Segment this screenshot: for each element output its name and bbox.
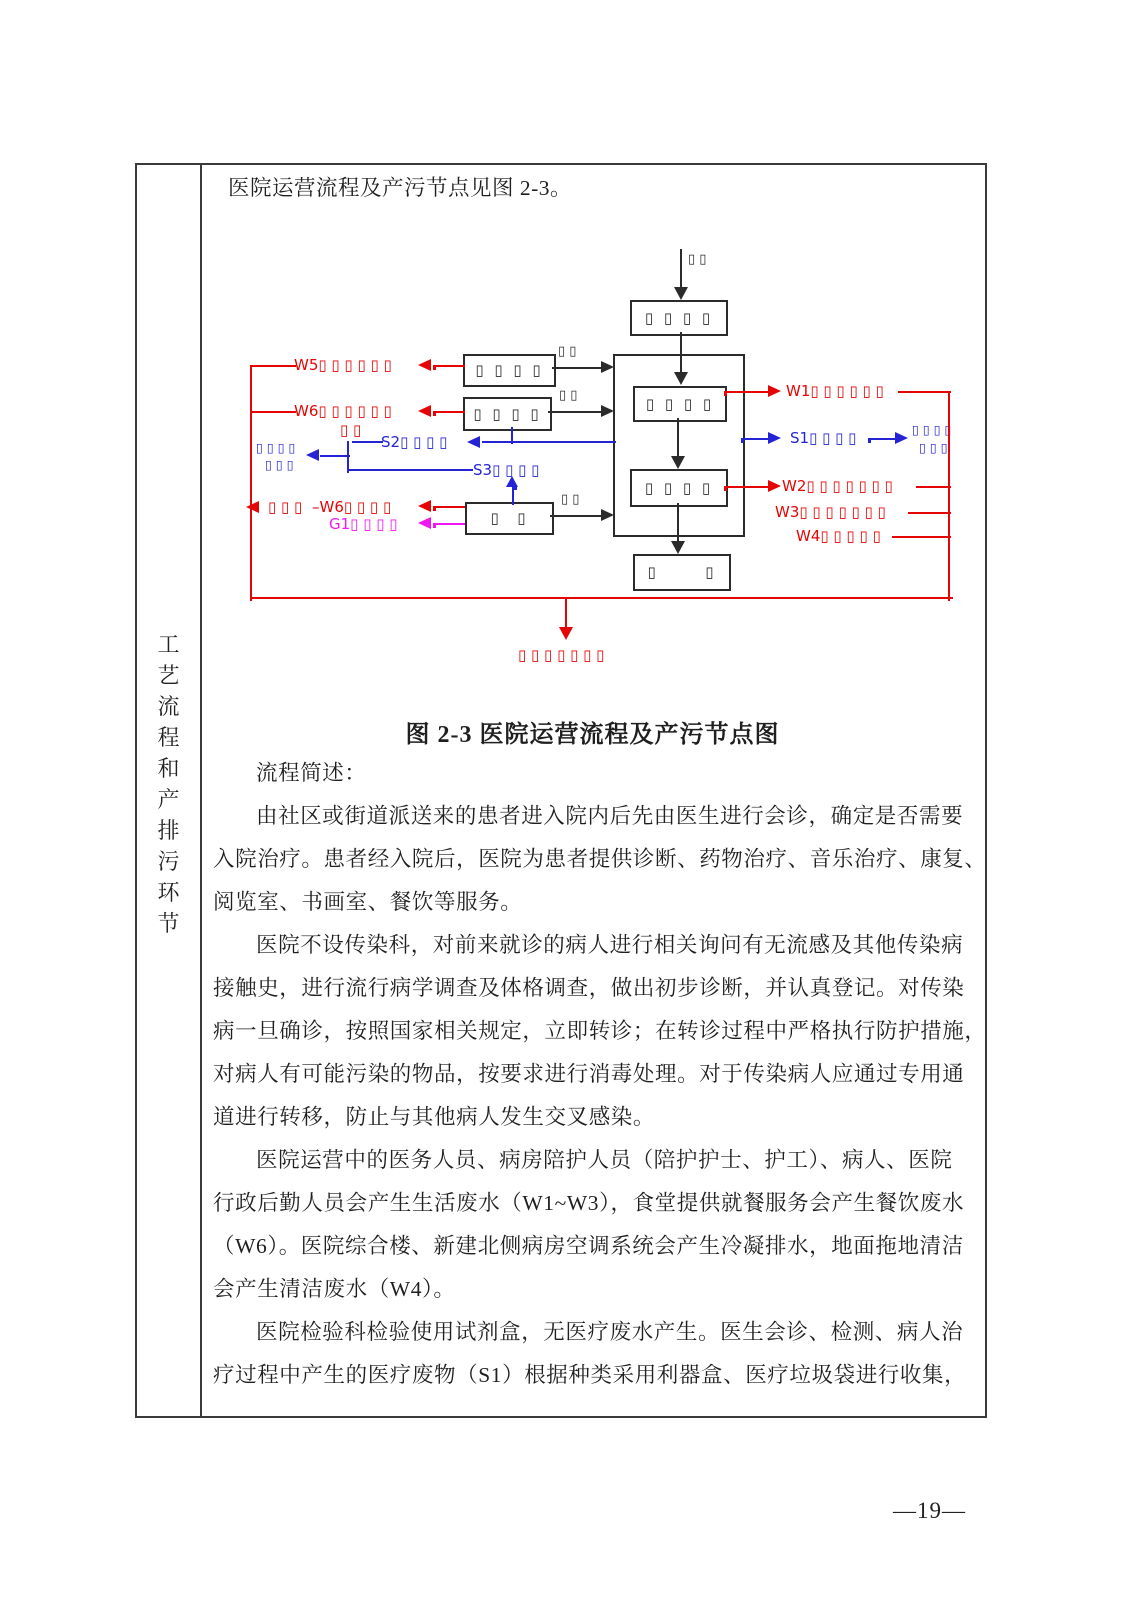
dashed-line — [482, 441, 616, 443]
label-w6: W6▯ ▯ ▯ ▯ ▯ ▯ — [294, 402, 392, 420]
dotted-line — [724, 486, 771, 488]
down-arrow-icon — [674, 287, 688, 300]
box-label: ▯ ▯ ▯ ▯ — [644, 308, 714, 327]
left-arrow-icon — [467, 436, 480, 448]
dotted-line — [512, 487, 514, 505]
right-arrow-icon — [601, 361, 614, 373]
label-w6-line2: ▯ ▯ — [340, 421, 362, 439]
flow-box-main-lower — [630, 469, 728, 507]
dashed-line — [250, 366, 252, 601]
box-label: ▯ ▯ — [647, 563, 717, 581]
flow-box-w6-source — [463, 397, 552, 431]
left-arrow-icon — [418, 405, 431, 417]
label-w1: W1▯ ▯ ▯ ▯ ▯ ▯ — [786, 382, 884, 400]
down-arrow-icon — [674, 372, 688, 385]
body-line: 会产生清洁废水（W4）。 — [213, 1277, 456, 1301]
dotted-line — [433, 506, 465, 508]
down-arrow-icon — [671, 456, 685, 469]
flow-box-g1-source — [465, 502, 554, 535]
left-arrow-icon — [306, 449, 319, 461]
dashed-line — [948, 392, 950, 601]
label-s-dest-line1: ▯ ▯ ▯ ▯ — [256, 440, 296, 455]
row-header-label: 工艺流程和产排污环节 — [157, 632, 180, 936]
dashed-line — [352, 441, 383, 443]
dashed-line — [250, 597, 953, 599]
body-line: 接触史，进行流行病学调查及体格调查，做出初步诊断，并认真登记。对传染 — [213, 976, 965, 1000]
dashed-line — [892, 536, 951, 538]
box-label: ▯ ▯ — [490, 509, 529, 527]
label-treatment: ▯ ▯ ▯ ▯ ▯ ▯ ▯ — [518, 646, 605, 664]
right-arrow-icon — [895, 432, 908, 444]
right-arrow-icon — [768, 480, 781, 492]
label-w5: W5▯ ▯ ▯ ▯ ▯ ▯ — [294, 356, 392, 374]
label-w4: W4▯ ▯ ▯ ▯ ▯ — [796, 527, 881, 545]
dotted-line — [433, 411, 465, 413]
body-line: （W6）。医院综合楼、新建北侧病房空调系统会产生冷凝排水，地面拖地清洁 — [213, 1234, 964, 1258]
flow-line — [680, 249, 682, 287]
edge-label-entry: ▯ ▯ — [688, 252, 707, 267]
body-line: 阅览室、书画室、餐饮等服务。 — [213, 890, 523, 914]
edge-label-w5: ▯ ▯ — [558, 344, 577, 359]
dotted-line — [433, 365, 465, 367]
body-text — [213, 752, 987, 1397]
flow-box-w5-source — [463, 354, 556, 387]
body-line: 流程简述： — [256, 761, 367, 785]
dashed-line — [565, 599, 567, 630]
dashed-line — [898, 391, 951, 393]
flow-box-admission — [630, 300, 728, 336]
label-w2: W2▯ ▯ ▯ ▯ ▯ ▯ ▯ — [782, 477, 893, 495]
left-arrow-icon — [246, 501, 259, 513]
right-arrow-icon — [601, 405, 614, 417]
flow-line — [677, 418, 679, 456]
body-line: 道进行转移，防止与其他病人发生交叉感染。 — [213, 1105, 656, 1129]
label-out: ▯ ▯ ▯ — [268, 498, 303, 516]
box-label: ▯ ▯ ▯ ▯ — [644, 478, 714, 497]
dotted-line — [868, 438, 898, 440]
page-number: —19— — [893, 1498, 966, 1523]
body-line: 医院运营中的医务人员、病房陪护人员（陪护护士、护工）、病人、医院 — [256, 1148, 953, 1172]
dashed-line — [250, 365, 296, 367]
left-arrow-icon — [418, 359, 431, 371]
left-arrow-icon — [418, 517, 431, 529]
label-s-dest-line2: ▯ ▯ ▯ — [265, 457, 294, 472]
up-arrow-icon — [506, 476, 518, 487]
label-w3: W3▯ ▯ ▯ ▯ ▯ ▯ ▯ — [775, 503, 886, 521]
body-line: 行政后勤人员会产生生活废水（W1~W3），食堂提供就餐服务会产生餐饮废水 — [213, 1191, 965, 1215]
dashed-line — [250, 411, 296, 413]
table-column-divider — [200, 165, 202, 1416]
label-s1-dest-line1: ▯ ▯ ▯ ▯ — [912, 422, 952, 437]
dashed-line — [916, 486, 951, 488]
flow-line — [680, 332, 682, 372]
left-arrow-icon — [418, 500, 431, 512]
down-arrow-icon — [671, 541, 685, 554]
label-s1: S1▯ ▯ ▯ ▯ — [790, 429, 857, 447]
body-line: 疗过程中产生的医疗废物（S1）根据种类采用利器盒、医疗垃圾袋进行收集， — [213, 1363, 967, 1387]
dashed-line — [908, 512, 951, 514]
right-arrow-icon — [768, 432, 781, 444]
body-line: 医院检验科检验使用试剂盒，无医疗废水产生。医生会诊、检测、病人治 — [256, 1320, 964, 1344]
flow-box-discharge — [633, 554, 731, 591]
flow-box-main-upper — [633, 386, 727, 422]
dashed-line — [320, 455, 350, 457]
label-s2: S2▯ ▯ ▯ ▯ — [381, 433, 448, 451]
down-arrow-icon — [559, 627, 573, 640]
body-line: 医院不设传染科，对前来就诊的病人进行相关询问有无流感及其他传染病 — [256, 933, 964, 957]
intro-line: 医院运营流程及产污节点见图 2-3。 — [228, 176, 573, 200]
flow-line — [550, 515, 601, 517]
body-line: 由社区或街道派送来的患者进入院内后先由医生进行会诊，确定是否需要 — [256, 804, 964, 828]
flow-line — [552, 367, 601, 369]
flowchart-figure — [240, 245, 970, 673]
row-header-cell — [137, 629, 200, 939]
body-line: 入院治疗。患者经入院后，医院为患者提供诊断、药物治疗、音乐治疗、康复、 — [213, 847, 987, 871]
dotted-line — [724, 391, 771, 393]
box-label: ▯ ▯ ▯ ▯ — [475, 361, 544, 379]
edge-label-w6: ▯ ▯ — [559, 388, 578, 403]
body-line: 病一旦确诊，按照国家相关规定，立即转诊；在转诊过程中严格执行防护措施， — [213, 1019, 987, 1043]
flow-line — [548, 411, 601, 413]
right-arrow-icon — [768, 385, 781, 397]
flow-line — [677, 503, 679, 541]
figure-caption: 图 2-3 医院运营流程及产污节点图 — [405, 722, 780, 748]
label-w6-out: –W6▯ ▯ ▯ ▯ — [312, 498, 392, 516]
right-arrow-icon — [601, 509, 614, 521]
label-s1-dest-line2: ▯ ▯ ▯ — [919, 440, 948, 455]
label-g1: G1▯ ▯ ▯ ▯ — [329, 515, 398, 533]
dotted-line — [433, 523, 465, 525]
label-s3: S3▯ ▯ ▯ ▯ — [473, 461, 540, 479]
edge-label-g1: ▯ ▯ — [561, 492, 580, 507]
dotted-line — [741, 438, 771, 440]
dashed-line — [347, 469, 473, 471]
box-label: ▯ ▯ ▯ ▯ — [645, 394, 715, 413]
box-label: ▯ ▯ ▯ ▯ — [473, 404, 542, 423]
body-line: 对病人有可能污染的物品，按要求进行消毒处理。对于传染病人应通过专用通 — [213, 1062, 965, 1086]
